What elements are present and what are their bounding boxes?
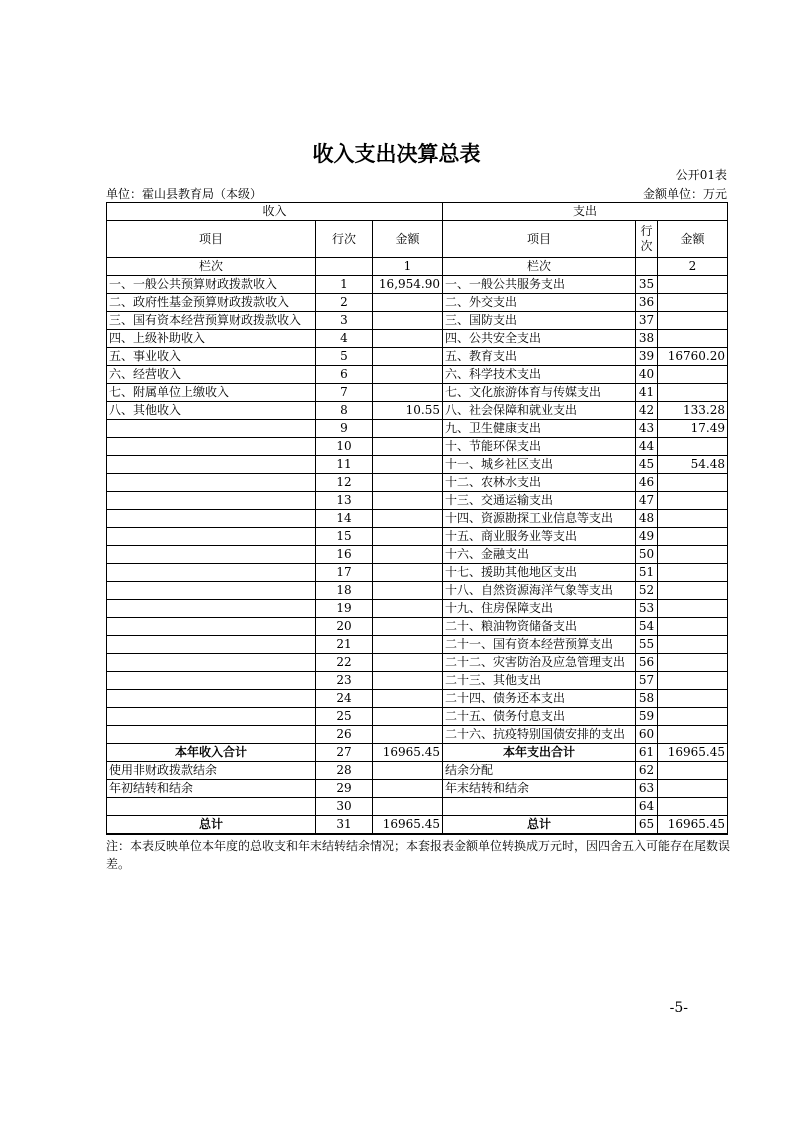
expense-line-no: 38 (636, 330, 658, 348)
expense-line-no: 45 (636, 456, 658, 474)
income-amount (373, 798, 443, 816)
expense-line-header (636, 221, 658, 258)
expense-line-no: 36 (636, 294, 658, 312)
subtotal-row (107, 744, 728, 762)
income-amount (373, 528, 443, 546)
table-row (107, 600, 728, 618)
expense-amount (658, 798, 728, 816)
page-number: -5- (669, 1000, 688, 1016)
expense-line-no: 63 (636, 780, 658, 798)
income-col-index: 1 (373, 258, 443, 276)
expense-line-no: 43 (636, 420, 658, 438)
expense-item: 二十、粮油物资储备支出 (443, 618, 636, 636)
income-item: 一、一般公共预算财政拨款收入 (107, 276, 316, 294)
income-line-no: 12 (316, 474, 373, 492)
expense-amount (658, 690, 728, 708)
expense-amount (658, 780, 728, 798)
income-amount (373, 312, 443, 330)
income-line-no: 17 (316, 564, 373, 582)
expense-line-no: 40 (636, 366, 658, 384)
income-item: 使用非财政拨款结余 (107, 762, 316, 780)
expense-amount (658, 294, 728, 312)
income-amount: 16965.45 (373, 744, 443, 762)
income-item (107, 654, 316, 672)
income-line-no: 19 (316, 600, 373, 618)
expense-line-no: 55 (636, 636, 658, 654)
income-item (107, 456, 316, 474)
income-line-no: 31 (316, 816, 373, 835)
expense-amount: 54.48 (658, 456, 728, 474)
expense-col-label: 栏次 (443, 258, 636, 276)
income-amount (373, 690, 443, 708)
expense-amount (658, 582, 728, 600)
income-line-no: 15 (316, 528, 373, 546)
expense-item: 十九、住房保障支出 (443, 600, 636, 618)
table-row (107, 582, 728, 600)
income-amount: 10.55 (373, 402, 443, 420)
table-row (107, 492, 728, 510)
expense-line-no: 49 (636, 528, 658, 546)
table-row (107, 510, 728, 528)
expense-amount (658, 492, 728, 510)
expense-line-no: 62 (636, 762, 658, 780)
expense-amount (658, 600, 728, 618)
income-col-blank (316, 258, 373, 276)
expense-amount: 133.28 (658, 402, 728, 420)
income-amount (373, 492, 443, 510)
income-amount (373, 546, 443, 564)
income-item (107, 672, 316, 690)
income-item (107, 528, 316, 546)
income-item (107, 474, 316, 492)
income-line-no: 22 (316, 654, 373, 672)
expense-amount (658, 762, 728, 780)
unit-label: 单位：霍山县教育局（本级） (106, 187, 263, 201)
income-line-no: 29 (316, 780, 373, 798)
income-item (107, 438, 316, 456)
expense-item: 十六、金融支出 (443, 546, 636, 564)
table-row (107, 672, 728, 690)
expense-amount (658, 384, 728, 402)
expense-amount: 16760.20 (658, 348, 728, 366)
expense-line-no: 35 (636, 276, 658, 294)
expense-line-no: 37 (636, 312, 658, 330)
expense-amount (658, 276, 728, 294)
expense-amount (658, 330, 728, 348)
income-item: 五、事业收入 (107, 348, 316, 366)
expense-col-blank (636, 258, 658, 276)
income-amount (373, 672, 443, 690)
table-row (107, 780, 728, 798)
expense-line-no: 44 (636, 438, 658, 456)
income-item (107, 600, 316, 618)
expense-item: 九、卫生健康支出 (443, 420, 636, 438)
expense-line-no: 41 (636, 384, 658, 402)
income-item (107, 690, 316, 708)
income-item (107, 582, 316, 600)
expense-amount (658, 366, 728, 384)
expense-item: 十三、交通运输支出 (443, 492, 636, 510)
income-line-no: 3 (316, 312, 373, 330)
table-row (107, 276, 728, 294)
expense-item: 本年支出合计 (443, 744, 636, 762)
expense-line-no: 58 (636, 690, 658, 708)
table-row (107, 438, 728, 456)
table-row (107, 312, 728, 330)
expense-item: 十五、商业服务业等支出 (443, 528, 636, 546)
expense-line-no: 60 (636, 726, 658, 744)
expense-header: 支出 (443, 203, 728, 221)
form-code: 公开01表 (675, 168, 727, 182)
expense-item: 一、一般公共服务支出 (443, 276, 636, 294)
expense-col-index: 2 (658, 258, 728, 276)
expense-amount (658, 636, 728, 654)
income-line-no: 4 (316, 330, 373, 348)
income-item: 年初结转和结余 (107, 780, 316, 798)
income-item-header: 项目 (107, 221, 316, 258)
income-col-label: 栏次 (107, 258, 316, 276)
expense-line-no: 54 (636, 618, 658, 636)
expense-amount (658, 438, 728, 456)
income-amount (373, 420, 443, 438)
expense-line-no: 48 (636, 510, 658, 528)
income-item: 六、经营收入 (107, 366, 316, 384)
income-line-header: 行次 (316, 221, 373, 258)
expense-item: 总计 (443, 816, 636, 835)
expense-amount (658, 708, 728, 726)
income-amount: 16965.45 (373, 816, 443, 835)
table-row (107, 420, 728, 438)
expense-line-no: 59 (636, 708, 658, 726)
expense-item: 四、公共安全支出 (443, 330, 636, 348)
expense-line-no: 52 (636, 582, 658, 600)
expense-item: 结余分配 (443, 762, 636, 780)
table-row (107, 654, 728, 672)
income-line-no: 10 (316, 438, 373, 456)
income-header: 收入 (107, 203, 443, 221)
expense-item-header: 项目 (443, 221, 636, 258)
income-item (107, 618, 316, 636)
income-item: 七、附属单位上缴收入 (107, 384, 316, 402)
income-line-no: 16 (316, 546, 373, 564)
expense-line-header-text: 行 次 (640, 224, 653, 253)
expense-item: 八、社会保障和就业支出 (443, 402, 636, 420)
table-row (107, 564, 728, 582)
expense-item: 二十一、国有资本经营预算支出 (443, 636, 636, 654)
table-row (107, 402, 728, 420)
income-item (107, 708, 316, 726)
income-line-no: 21 (316, 636, 373, 654)
expense-amount-header: 金额 (658, 221, 728, 258)
table-row (107, 366, 728, 384)
income-line-no: 27 (316, 744, 373, 762)
income-item: 三、国有资本经营预算财政拨款收入 (107, 312, 316, 330)
expense-item: 十、节能环保支出 (443, 438, 636, 456)
income-amount (373, 564, 443, 582)
income-item (107, 420, 316, 438)
expense-item: 二十六、抗疫特别国债安排的支出 (443, 726, 636, 744)
summary-table (106, 202, 728, 835)
income-item: 二、政府性基金预算财政拨款收入 (107, 294, 316, 312)
income-line-no: 5 (316, 348, 373, 366)
table-row (107, 618, 728, 636)
income-line-no: 11 (316, 456, 373, 474)
table-row (107, 762, 728, 780)
income-line-no: 7 (316, 384, 373, 402)
table-row (107, 708, 728, 726)
expense-amount: 17.49 (658, 420, 728, 438)
page-title: 收入支出决算总表 (312, 142, 481, 166)
expense-item: 七、文化旅游体育与传媒支出 (443, 384, 636, 402)
table-row (107, 294, 728, 312)
total-row (107, 816, 728, 835)
income-line-no: 26 (316, 726, 373, 744)
income-amount (373, 474, 443, 492)
table-row (107, 726, 728, 744)
table-row (107, 474, 728, 492)
expense-line-no: 51 (636, 564, 658, 582)
expense-amount (658, 618, 728, 636)
income-amount (373, 330, 443, 348)
expense-amount (658, 564, 728, 582)
table-row (107, 528, 728, 546)
expense-line-no: 42 (636, 402, 658, 420)
income-amount (373, 618, 443, 636)
income-amount: 16,954.90 (373, 276, 443, 294)
expense-item: 十二、农林水支出 (443, 474, 636, 492)
income-item: 本年收入合计 (107, 744, 316, 762)
income-amount (373, 366, 443, 384)
income-amount (373, 726, 443, 744)
expense-item: 五、教育支出 (443, 348, 636, 366)
income-amount (373, 510, 443, 528)
income-amount (373, 294, 443, 312)
expense-line-no: 53 (636, 600, 658, 618)
expense-amount (658, 474, 728, 492)
income-line-no: 14 (316, 510, 373, 528)
expense-item: 二十四、债务还本支出 (443, 690, 636, 708)
expense-line-no: 50 (636, 546, 658, 564)
expense-item (443, 798, 636, 816)
expense-item: 六、科学技术支出 (443, 366, 636, 384)
expense-item: 十七、援助其他地区支出 (443, 564, 636, 582)
expense-amount (658, 312, 728, 330)
expense-line-no: 61 (636, 744, 658, 762)
income-item: 总计 (107, 816, 316, 835)
money-unit: 金额单位：万元 (642, 187, 727, 201)
income-item (107, 798, 316, 816)
income-line-no: 1 (316, 276, 373, 294)
income-amount (373, 636, 443, 654)
expense-item: 二十二、灾害防治及应急管理支出 (443, 654, 636, 672)
income-amount (373, 582, 443, 600)
income-line-no: 28 (316, 762, 373, 780)
income-amount (373, 708, 443, 726)
expense-line-no: 39 (636, 348, 658, 366)
expense-line-no: 56 (636, 654, 658, 672)
expense-amount (658, 510, 728, 528)
expense-line-no: 47 (636, 492, 658, 510)
expense-amount (658, 672, 728, 690)
table-row (107, 798, 728, 816)
income-line-no: 30 (316, 798, 373, 816)
income-item (107, 726, 316, 744)
expense-amount (658, 528, 728, 546)
expense-amount (658, 726, 728, 744)
income-item: 四、上级补助收入 (107, 330, 316, 348)
income-line-no: 6 (316, 366, 373, 384)
income-line-no: 23 (316, 672, 373, 690)
income-line-no: 25 (316, 708, 373, 726)
table-row (107, 330, 728, 348)
expense-item: 二十五、债务付息支出 (443, 708, 636, 726)
expense-line-no: 65 (636, 816, 658, 835)
table-row (107, 384, 728, 402)
expense-line-no: 57 (636, 672, 658, 690)
table-row (107, 546, 728, 564)
expense-line-no: 46 (636, 474, 658, 492)
expense-item: 三、国防支出 (443, 312, 636, 330)
income-line-no: 9 (316, 420, 373, 438)
income-item (107, 546, 316, 564)
income-line-no: 20 (316, 618, 373, 636)
column-header-row (107, 221, 728, 258)
table-row (107, 690, 728, 708)
expense-line-no: 64 (636, 798, 658, 816)
table-row (107, 456, 728, 474)
income-item (107, 492, 316, 510)
income-amount-header: 金额 (373, 221, 443, 258)
expense-item: 十四、资源勘探工业信息等支出 (443, 510, 636, 528)
expense-item: 年末结转和结余 (443, 780, 636, 798)
expense-amount (658, 546, 728, 564)
income-line-no: 8 (316, 402, 373, 420)
expense-item: 二、外交支出 (443, 294, 636, 312)
income-amount (373, 348, 443, 366)
expense-item: 二十三、其他支出 (443, 672, 636, 690)
expense-item: 十一、城乡社区支出 (443, 456, 636, 474)
income-line-no: 13 (316, 492, 373, 510)
income-item: 八、其他收入 (107, 402, 316, 420)
income-item (107, 636, 316, 654)
income-amount (373, 384, 443, 402)
column-index-row (107, 258, 728, 276)
footnote: 注：本表反映单位本年度的总收支和年末结转结余情况；本套报表金额单位转换成万元时，因四舍五入可能存在尾数误差。 (106, 839, 731, 871)
income-line-no: 2 (316, 294, 373, 312)
table-row (107, 348, 728, 366)
expense-amount: 16965.45 (658, 744, 728, 762)
income-amount (373, 762, 443, 780)
income-amount (373, 600, 443, 618)
income-amount (373, 654, 443, 672)
income-line-no: 24 (316, 690, 373, 708)
income-item (107, 510, 316, 528)
income-amount (373, 456, 443, 474)
expense-amount (658, 654, 728, 672)
income-line-no: 18 (316, 582, 373, 600)
table-row (107, 636, 728, 654)
section-header-row (107, 203, 728, 221)
income-item (107, 564, 316, 582)
income-amount (373, 780, 443, 798)
income-amount (373, 438, 443, 456)
expense-amount: 16965.45 (658, 816, 728, 835)
expense-item: 十八、自然资源海洋气象等支出 (443, 582, 636, 600)
